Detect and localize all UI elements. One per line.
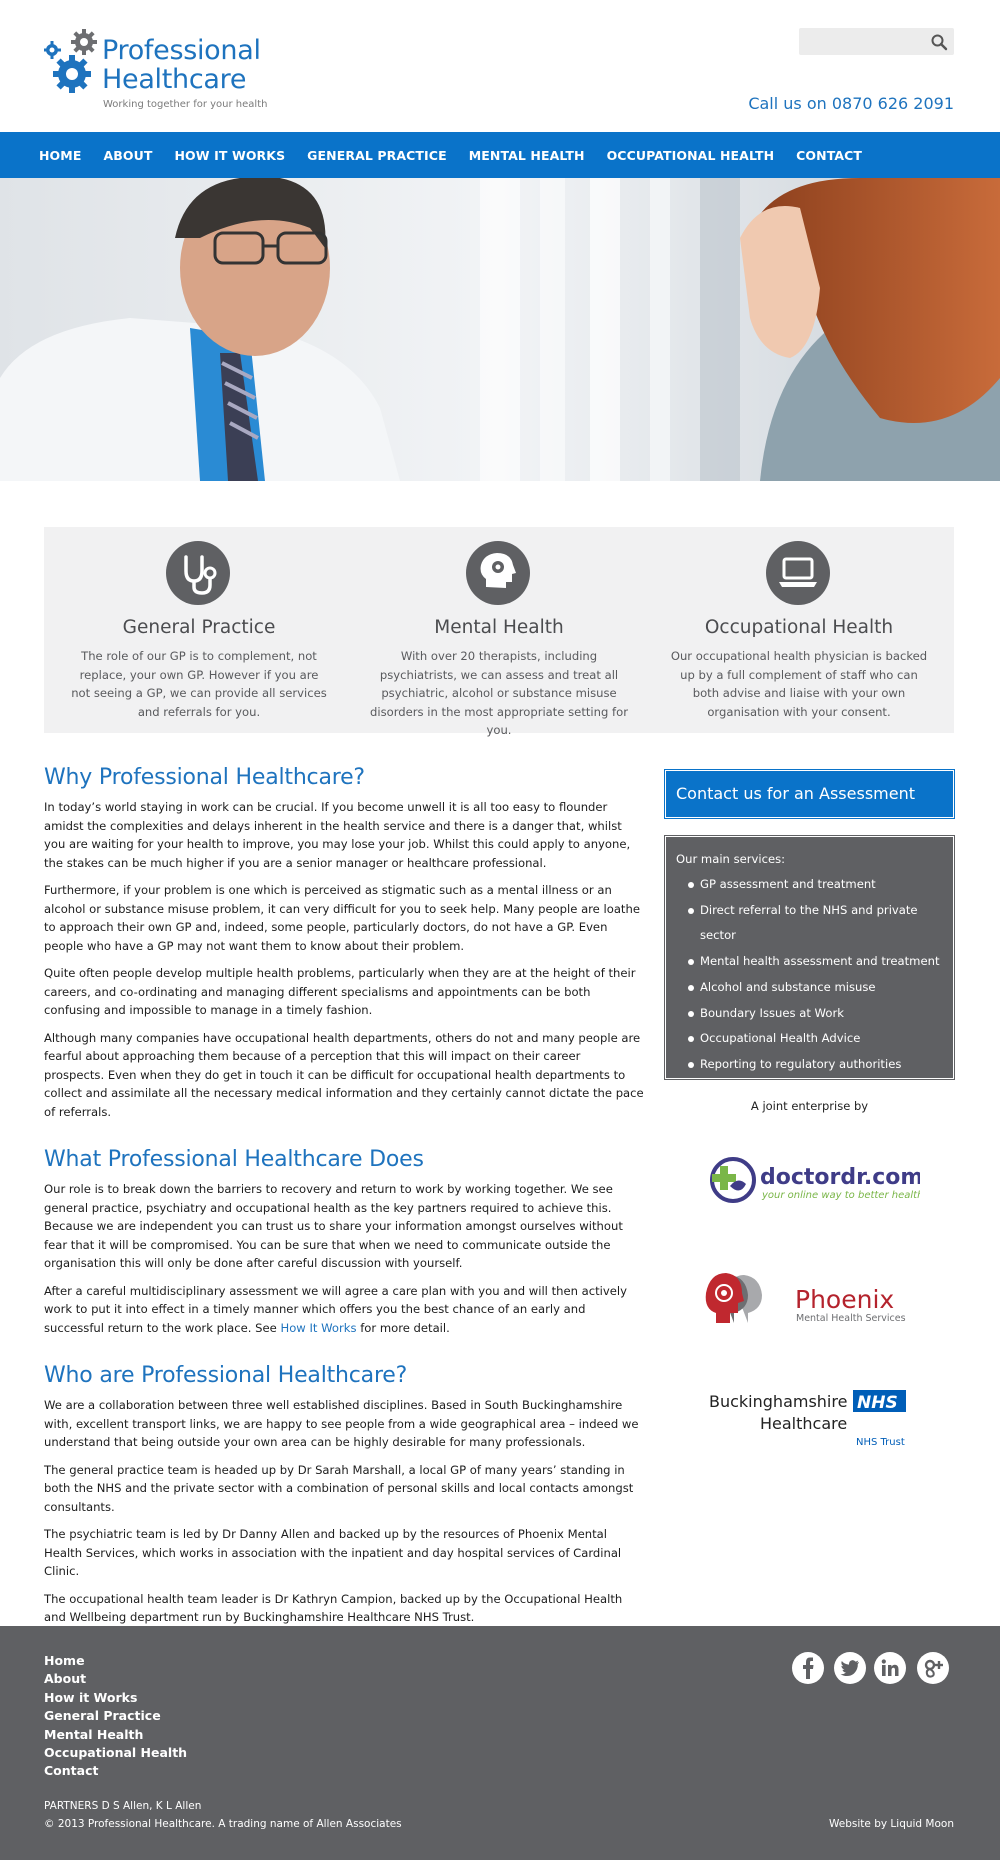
paragraph-text: for more detail. xyxy=(356,1320,450,1335)
service-item: Direct referral to the NHS and private sector xyxy=(688,898,943,949)
feature-title: Occupational Health xyxy=(704,617,894,638)
service-item: Alcohol and substance misuse xyxy=(688,975,943,1001)
section-who xyxy=(44,1363,644,1627)
twitter-icon[interactable] xyxy=(834,1652,866,1684)
main-nav xyxy=(0,132,1000,178)
footer-link-contact[interactable]: Contact xyxy=(44,1763,99,1779)
nhs-icon xyxy=(698,1385,928,1455)
bucks-line1: Buckinghamshire xyxy=(709,1392,848,1411)
paragraph: In today’s world staying in work can be crucial. If you become unwell it is all too easy to flounder amidst the complexities and delays inherent in the health service and there is a danger that, whilst you are waiting for your health to improve, you may lose your job. Whilst this could apply to anyone, the stakes can be much higher if you are a senior manager or healthcare professional. xyxy=(44,800,631,870)
service-item: GP assessment and treatment xyxy=(688,872,943,898)
paragraph: The occupational health team leader is Dr Kathryn Campion, backed up by the Occupational Health and Wellbeing department run by Buckinghamshire Healthcare NHS Trust. xyxy=(44,1591,623,1624)
nav-about[interactable]: ABOUT xyxy=(103,147,153,163)
feature-title: Mental Health xyxy=(434,617,564,638)
footer-partners: PARTNERS D S Allen, K L Allen xyxy=(44,1800,202,1812)
site-logo[interactable] xyxy=(44,26,304,116)
service-item: Reporting to regulatory authorities xyxy=(688,1052,943,1078)
phoenix-logo[interactable] xyxy=(700,1265,920,1335)
section-why xyxy=(44,765,644,1121)
main-content xyxy=(44,765,644,1653)
search-input[interactable] xyxy=(799,28,924,55)
services-lead: Our main services: xyxy=(676,852,786,866)
paragraph: Our role is to break down the barriers to recovery and return to work by working together. We see general practice, psychiatry and occupational health as the key partners required to achieve this. Because we are independent you can trust us to share your information amongst ourselves without fear that it will be compromised. You can be sure that when we need to communicate outside the organisation this will only be done after careful discussion with yourself. xyxy=(44,1182,623,1270)
section-title-who: Who are Professional Healthcare? xyxy=(44,1363,408,1388)
section-title-why: Why Professional Healthcare? xyxy=(44,765,365,790)
feature-text: Our occupational health physician is backed up by a full complement of staff who can both advise and liaise with your own organisation with your consent. xyxy=(670,649,928,719)
nav-contact[interactable]: CONTACT xyxy=(796,147,863,163)
paragraph: Although many companies have occupational health departments, others do not and many people are fearful about approaching them because of a perception that this will impact on their career prospects. Even when they do get in touch it can be difficult for occupational health departments to collect and assimilate all the necessary medical information and they certainly cannot dictate the pace of referrals. xyxy=(44,1030,644,1119)
bucks-trust: NHS Trust xyxy=(856,1437,905,1448)
nav-home[interactable]: HOME xyxy=(39,147,82,163)
site-footer xyxy=(0,1626,1000,1860)
footer-link-how-it-works[interactable]: How it Works xyxy=(44,1689,138,1705)
services-box xyxy=(665,836,954,1079)
how-it-works-link[interactable]: How It Works xyxy=(280,1320,357,1335)
service-item: Occupational Health Advice xyxy=(688,1026,943,1052)
footer-link-occupational-health[interactable]: Occupational Health xyxy=(44,1745,188,1761)
footer-links xyxy=(44,1652,187,1781)
site-header xyxy=(0,0,1000,132)
logo-wordmark xyxy=(102,36,261,94)
service-item: Mental health assessment and treatment xyxy=(688,949,943,975)
gears-icon xyxy=(44,26,100,96)
footer-link-home[interactable]: Home xyxy=(44,1653,85,1668)
bucks-line2: Healthcare xyxy=(760,1414,848,1433)
nav-occupational-health[interactable]: OCCUPATIONAL HEALTH xyxy=(606,147,775,163)
doctordr-tagline: your online way to better health xyxy=(762,1190,920,1201)
section-title-does: What Professional Healthcare Does xyxy=(44,1147,424,1172)
googleplus-icon[interactable] xyxy=(917,1652,949,1684)
footer-link-about[interactable]: About xyxy=(44,1671,87,1687)
doctordr-logo[interactable] xyxy=(700,1152,920,1222)
paragraph: Furthermore, if your problem is one which is perceived as stigmatic such as a mental illness or an alcohol or substance misuse problem, it can very difficult for you to seek help. Many people are loathe to approach their own GP and, indeed, some people, particularly doctors, do not have a GP. Even people who have a GP may not want them to know about their problem. xyxy=(44,883,640,953)
doctordr-name: doctordr.com xyxy=(760,1165,920,1190)
logo-tagline: Working together for your health xyxy=(103,99,268,110)
paragraph-text: After a careful multidisciplinary assessment we will agree a care plan with you and will then actively work to put it into effect in a timely manner which offers you the best chance of an early and successful return to the work place. See xyxy=(44,1283,627,1335)
facebook-icon[interactable] xyxy=(792,1652,824,1684)
paragraph: Quite often people develop multiple health problems, particularly when they are at the height of their careers, and co-ordinating and managing different specialisms and appointments can be both confusing and impossible to manage in a timely fashion. xyxy=(44,966,636,1017)
search-icon[interactable] xyxy=(928,31,950,53)
service-item: Boundary Issues at Work xyxy=(688,1001,943,1027)
head-gear-icon xyxy=(466,541,530,605)
joint-enterprise-label: A joint enterprise by xyxy=(750,1099,869,1113)
contact-assessment-label: Contact us for an Assessment xyxy=(676,784,915,803)
laptop-icon xyxy=(766,541,830,605)
footer-copyright: © 2013 Professional Healthcare. A trading name of Allen Associates xyxy=(44,1818,402,1830)
phoenix-tagline: Mental Health Services xyxy=(796,1313,906,1324)
linkedin-icon[interactable] xyxy=(874,1652,906,1684)
nhs-mark: NHS xyxy=(857,1393,898,1413)
nav-general-practice[interactable]: GENERAL PRACTICE xyxy=(307,147,447,163)
contact-assessment-button[interactable] xyxy=(665,770,954,818)
paragraph: The psychiatric team is led by Dr Danny Allen and backed up by the resources of Phoenix Mental Health Services, which works in association with the inpatient and day hospital services of Cardinal Clinic. xyxy=(44,1527,622,1578)
bucks-nhs-logo[interactable] xyxy=(698,1385,928,1455)
phoenix-name: Phoenix xyxy=(795,1285,895,1314)
section-does xyxy=(44,1147,644,1337)
nav-how-it-works[interactable]: HOW IT WORKS xyxy=(174,147,286,163)
hero-image xyxy=(0,178,1000,481)
paragraph: The general practice team is headed up by Dr Sarah Marshall, a local GP of many years’ standing in both the NHS and the private sector with a combination of personal skills and local contacts amongst consultants. xyxy=(44,1462,634,1514)
footer-credit[interactable]: Website by Liquid Moon xyxy=(829,1818,954,1830)
phone-number[interactable]: Call us on 0870 626 2091 xyxy=(748,94,954,113)
footer-link-mental-health[interactable]: Mental Health xyxy=(44,1726,144,1742)
feature-text: The role of our GP is to complement, not replace, your own GP. However if you are not seeing a GP, we can provide all services and referrals for you. xyxy=(71,649,327,719)
feature-title: General Practice xyxy=(122,617,276,638)
paragraph xyxy=(44,1282,644,1338)
search-box xyxy=(799,28,954,55)
footer-link-general-practice[interactable]: General Practice xyxy=(44,1708,161,1724)
paragraph: We are a collaboration between three well established disciplines. Based in South Buckinghamshire with, excellent transport links, we are happy to see people from a wide geographical area – indeed we understand that being outside your own area can be highly desirable for many professionals. xyxy=(44,1398,639,1449)
doctordr-icon xyxy=(700,1152,920,1212)
hero-illustration xyxy=(0,178,1000,481)
stethoscope-icon xyxy=(166,541,230,605)
phoenix-icon xyxy=(700,1265,920,1329)
features-band xyxy=(44,527,954,737)
feature-text: With over 20 therapists, including psychiatrists, we can assess and treat all psychiatric, alcohol or substance misuse disorders in the most appropriate setting for you. xyxy=(370,649,628,737)
logo-line1: Professional xyxy=(102,35,261,66)
nav-mental-health[interactable]: MENTAL HEALTH xyxy=(468,147,585,163)
logo-line2: Healthcare xyxy=(102,64,247,95)
